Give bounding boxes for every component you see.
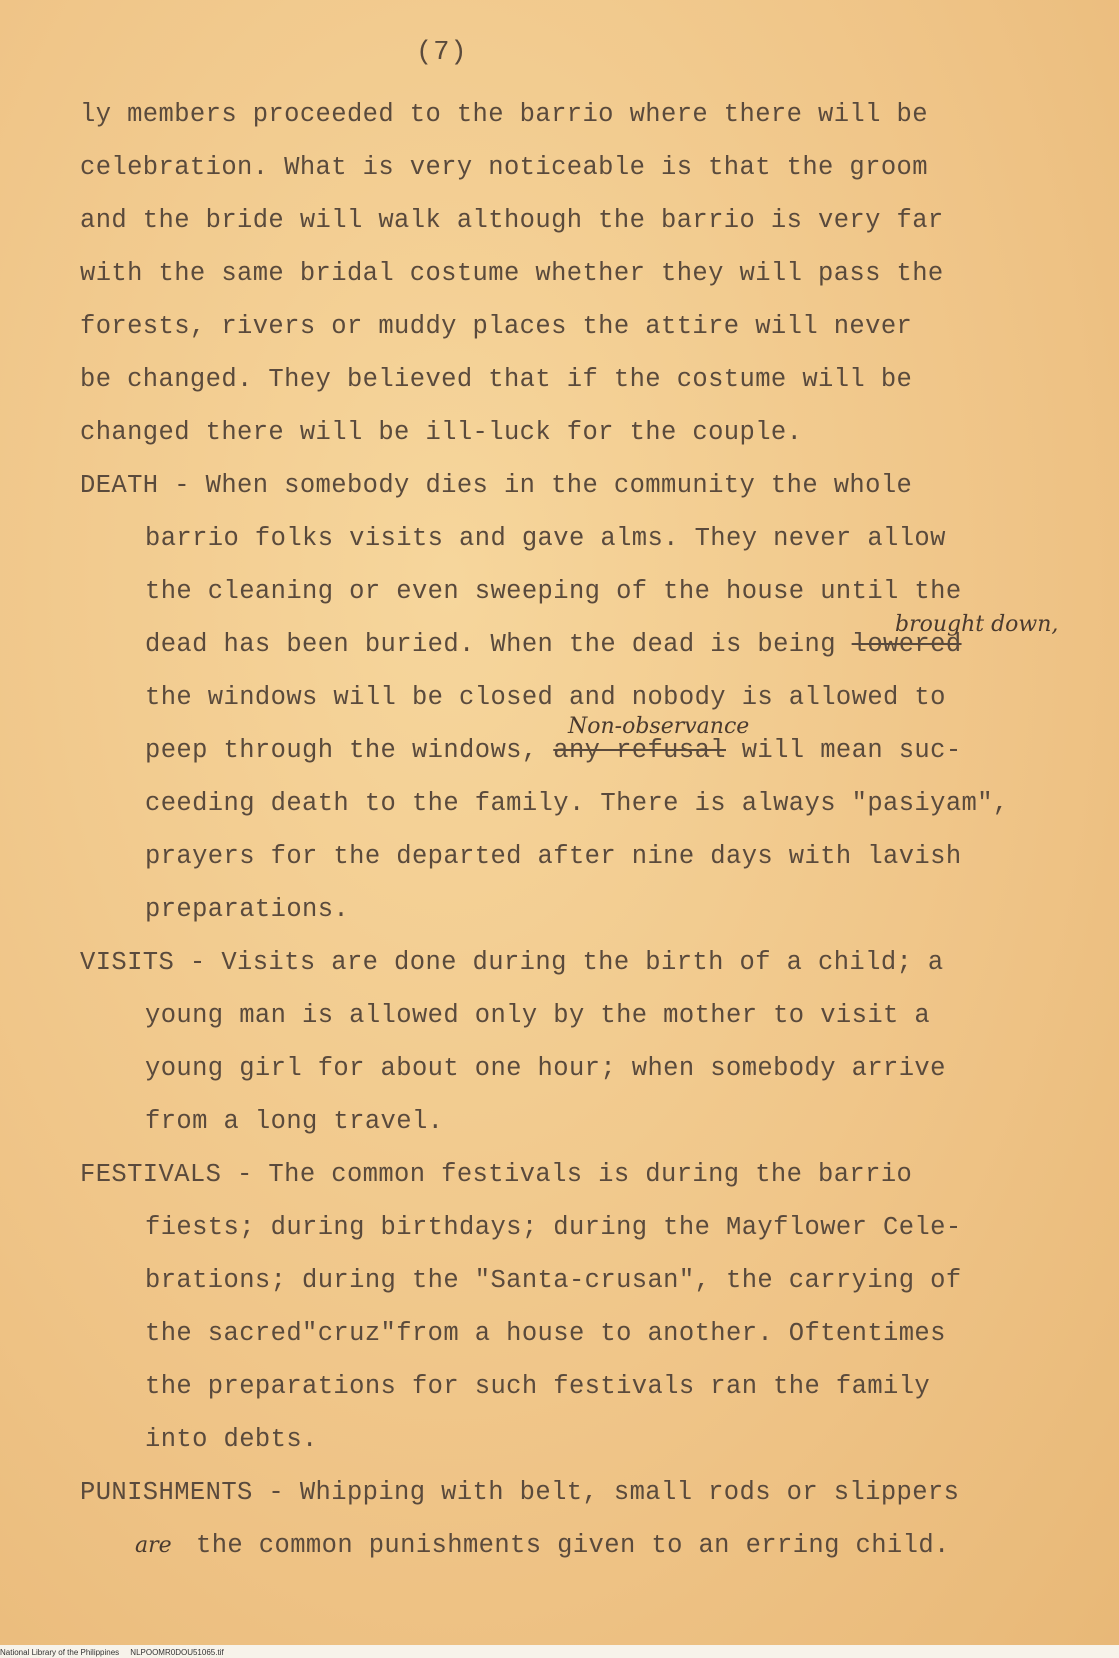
- text-line: brations; during the "Santa-crusan", the carrying of: [145, 1266, 962, 1295]
- text-line: changed there will be ill-luck for the couple.: [80, 418, 803, 447]
- text-line: celebration. What is very noticeable is that the groom: [80, 153, 928, 182]
- handwritten-correction: brought down,: [895, 612, 1059, 637]
- section-punishments-line: PUNISHMENTS - Whipping with belt, small rods or slippers: [80, 1478, 960, 1507]
- handwritten-correction: are: [135, 1533, 172, 1558]
- text-line: forests, rivers or muddy places the attire will never: [80, 312, 913, 341]
- text-line: young man is allowed only by the mother to visit a: [145, 1001, 931, 1030]
- text-line: the windows will be closed and nobody is allowed to: [145, 683, 946, 712]
- text-line: dead has been buried. When the dead is being lowered: [145, 630, 962, 659]
- text-line: from a long travel.: [145, 1107, 444, 1136]
- scan-footer: National Library of the Philippines NLPOOMR0DOU51065.tif: [0, 1648, 224, 1657]
- handwritten-correction: Non-observance: [568, 714, 750, 739]
- text-line: the common punishments given to an erring child.: [196, 1531, 950, 1560]
- text-line: and the bride will walk although the barrio is very far: [80, 206, 944, 235]
- text-line: preparations.: [145, 895, 350, 924]
- text-line: fiests; during birthdays; during the Mayflower Cele-: [145, 1213, 962, 1242]
- page-number: (7): [416, 38, 468, 68]
- text-line: ceeding death to the family. There is always "pasiyam",: [145, 789, 1009, 818]
- text-line: barrio folks visits and gave alms. They never allow: [145, 524, 946, 553]
- struck-word: lowered: [851, 630, 962, 659]
- text-line: peep through the windows, any refusal will mean suc-: [145, 736, 962, 765]
- text-line: prayers for the departed after nine days with lavish: [145, 842, 962, 871]
- struck-word: any refusal: [553, 736, 726, 765]
- text-line: the preparations for such festivals ran the family: [145, 1372, 931, 1401]
- section-festivals-line: FESTIVALS - The common festivals is during the barrio: [80, 1160, 913, 1189]
- section-visits-line: VISITS - Visits are done during the birth of a child; a: [80, 948, 944, 977]
- section-death-line: DEATH - When somebody dies in the community the whole: [80, 471, 913, 500]
- text-line: the sacred"cruz"from a house to another. Oftentimes: [145, 1319, 946, 1348]
- text-line: ly members proceeded to the barrio where there will be: [80, 100, 928, 129]
- text-line: young girl for about one hour; when somebody arrive: [145, 1054, 946, 1083]
- text-line: with the same bridal costume whether they will pass the: [80, 259, 944, 288]
- text-line: be changed. They believed that if the costume will be: [80, 365, 913, 394]
- text-line: into debts.: [145, 1425, 318, 1454]
- text-line: the cleaning or even sweeping of the house until the: [145, 577, 962, 606]
